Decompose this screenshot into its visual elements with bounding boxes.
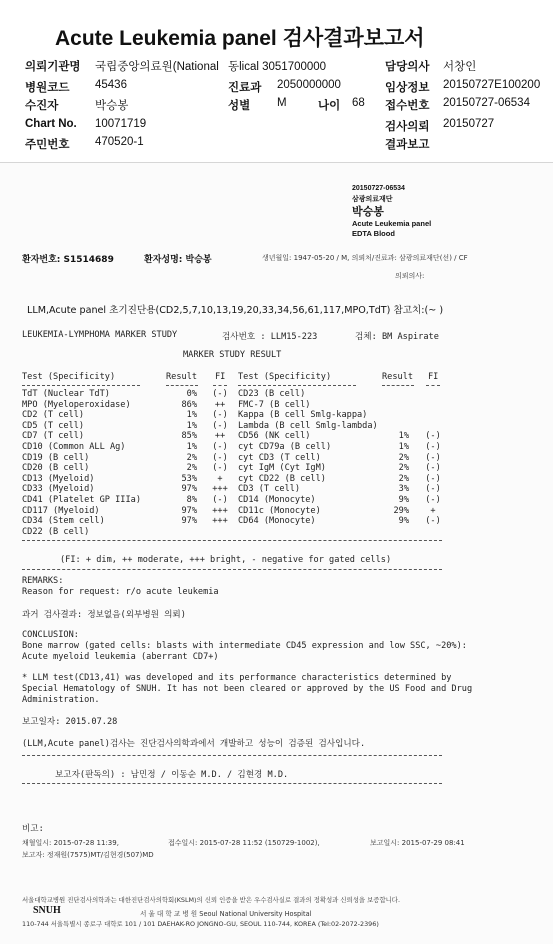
marker-result: 9% [398, 516, 409, 527]
marker-result: 2% [186, 463, 197, 474]
llm-note-1: * LLM test(CD13,41) was developed and its performance characteristics determined by [22, 673, 452, 683]
marker-result-title: MARKER STUDY RESULT [183, 350, 282, 360]
reported-time: 보고일시: 2015-07-29 08:41 [370, 839, 465, 847]
study-specimen: 검체: BM Aspirate [355, 332, 439, 342]
request-org-tail: 동lical 3051700000 [228, 61, 327, 73]
marker-result: 0% [186, 389, 197, 399]
marker-result: 97% [181, 484, 197, 495]
marker-test: cyt CD22 (B cell) [238, 473, 326, 484]
report-label: 결과보고 [385, 139, 430, 151]
marker-test: CD10 (Common ALL Ag) [22, 442, 126, 452]
marker-result: 3% [398, 484, 409, 495]
snuh-logo: SNUH [33, 905, 61, 916]
llm-note-2: Special Hematology of SNUH. It has not been cleared or approved by the US Food and Drug [22, 684, 473, 694]
marker-test: CD64 (Monocyte) [238, 516, 316, 527]
age-label: 나이 [318, 100, 341, 112]
marker-test: CD14 (Monocyte) [238, 495, 316, 505]
marker-fi: (-) [425, 484, 441, 495]
fi-legend: (FI: + dim, ++ moderate, +++ bright, - negative for gated cells) [60, 555, 392, 565]
doctor-label: 담당의사 [385, 61, 430, 73]
marker-result: 2% [186, 452, 197, 463]
dev-note: (LLM,Acute panel)검사는 진단검사의학과에서 개발하고 성능이 검증된 검사입니다. [22, 739, 366, 749]
collected-time: 채혈일시: 2015-07-28 11:39, [22, 839, 119, 847]
age-value: 68 [352, 97, 365, 109]
col-underline [22, 385, 140, 386]
marker-fi: (-) [425, 452, 441, 463]
marker-result: 8% [186, 495, 197, 505]
stamp-specimen: EDTA Blood [352, 229, 395, 238]
reporters-bottom-rule [22, 783, 442, 784]
marker-result: 1% [186, 442, 197, 452]
scanned-report [0, 163, 553, 944]
hospital-name: 서 울 대 학 교 병 원 Seoul National University Hospital [140, 910, 312, 918]
marker-fi: (-) [212, 442, 228, 452]
reporters: 보고자(판독의) : 남민정 / 이동순 M.D. / 김현경 M.D. [55, 770, 289, 780]
marker-result: 85% [181, 431, 197, 442]
col-test-left: Test (Specificity) [22, 372, 116, 382]
marker-test: CD33 (Myeloid) [22, 484, 95, 495]
marker-result: 2% [398, 473, 409, 484]
col-result-right: Result [382, 372, 414, 382]
col-underline [238, 385, 356, 386]
marker-fi: (-) [212, 389, 228, 399]
report-title: Acute Leukemia panel 검사결과보고서 [55, 27, 425, 50]
study-number: 검사번호 : LLM15-223 [222, 332, 318, 342]
conclusion-line-1: Bone marrow (gated cells: blasts with intermediate CD45 expression and low SSC, ~20%): [22, 641, 467, 651]
dept-label: 진료과 [228, 82, 262, 94]
marker-fi: +++ [212, 516, 228, 527]
chart-label: Chart No. [25, 118, 77, 130]
marker-test: CD22 (B cell) [22, 526, 90, 537]
marker-fi: (-) [212, 463, 228, 474]
marker-test: CD19 (B cell) [22, 452, 90, 463]
hospital-address: 110-744 서울특별시 종로구 대학로 101 / 101 DAEHAK-RO JONGNO-GU, SEOUL 110-744, KOREA (Tel:02-2072-2396) [22, 920, 379, 928]
marker-test: Lambda (B cell Smlg-lambda) [238, 420, 378, 431]
conclusion-label: CONCLUSION: [22, 630, 79, 640]
marker-fi: ++ [214, 399, 226, 410]
marker-fi: (-) [425, 463, 441, 474]
marker-test: CD34 (Stem cell) [22, 516, 105, 527]
marker-result: 97% [181, 516, 197, 527]
marker-fi: +++ [212, 505, 228, 516]
conclusion-line-2: Acute myeloid leukemia (aberrant CD7+) [22, 652, 219, 662]
dept-value: 2050000000 [277, 79, 341, 91]
panel-title: LLM,Acute panel 초기진단용(CD2,5,7,10,13,19,20,33,34,56,61,117,MPO,TdT) 참고치:(~ ) [27, 305, 444, 316]
marker-result: 2% [398, 452, 409, 463]
rrn-value: 470520-1 [95, 136, 144, 148]
patient-name: 환자성명: 박승봉 [144, 255, 212, 265]
marker-test: CD3 (T cell) [238, 484, 301, 495]
remarks-label: REMARKS: [22, 576, 64, 586]
marker-result: 2% [398, 463, 409, 474]
marker-fi: (-) [212, 452, 228, 463]
certification-text: 서울대학교병원 진단검사의학과는 대한진단검사의학회(KSLM)의 신뢰 인증을 받은 우수검사실로 결과의 정확성과 신뢰성을 보증합니다. [22, 896, 401, 904]
sex-value: M [277, 97, 287, 109]
reporter-row: 보고자: 정재원(7575)MT/김현경(507)MD [22, 851, 154, 859]
study-name: LEUKEMIA-LYMPHOMA MARKER STUDY [22, 330, 178, 340]
doctor-value: 서창인 [443, 61, 477, 73]
patient-info: 생년월일: 1947-05-20 / M, 의뢰처/진료과: 삼광의료재단(선) / CF [262, 254, 468, 262]
rrn-label: 주민번호 [25, 139, 70, 151]
marker-result: 86% [181, 399, 197, 410]
received-time: 접수일시: 2015-07-28 11:52 (150729-1002), [168, 839, 320, 847]
marker-fi: (-) [425, 442, 441, 452]
patient-id: 환자번호: S1514689 [22, 255, 114, 265]
marker-test: CD41 (Platelet GP IIIa) [22, 495, 141, 505]
marker-test: cyt CD79a (B cell) [238, 442, 332, 452]
marker-test: CD13 (Myeloid) [22, 473, 95, 484]
marker-test: CD117 (Myeloid) [22, 505, 100, 516]
marker-result: 53% [181, 473, 197, 484]
collector-label: 수진자 [25, 100, 59, 112]
marker-fi: + [217, 473, 223, 484]
marker-fi: ++ [214, 431, 226, 442]
request-date-label: 검사의뢰 [385, 121, 430, 133]
stamp-org: 삼광의료재단 [352, 196, 393, 203]
marker-result: 1% [398, 431, 409, 442]
note-label: 비고: [22, 824, 44, 834]
marker-test: cyt CD3 (T cell) [238, 452, 321, 463]
marker-test: CD20 (B cell) [22, 463, 90, 474]
request-org-label: 의뢰기관명 [25, 61, 81, 73]
collector-value: 박승봉 [95, 100, 129, 112]
requesting-doctor: 의뢰의사: [395, 272, 425, 280]
chart-value: 10071719 [95, 118, 147, 130]
request-org-value: 국립중앙의료원(National [95, 61, 219, 73]
marker-result: 1% [398, 442, 409, 452]
table-bottom-rule [22, 540, 442, 541]
receipt-value: 20150727-06534 [443, 97, 530, 109]
marker-test: CD7 (T cell) [22, 431, 85, 442]
marker-test: CD56 (NK cell) [238, 431, 311, 442]
marker-result: 1% [186, 420, 197, 431]
marker-test: cyt IgM (Cyt IgM) [238, 463, 326, 474]
marker-fi: (-) [212, 495, 228, 505]
past-results: 과거 검사결과: 정보없음(외부병원 의뢰) [22, 610, 186, 620]
marker-result: 1% [186, 410, 197, 421]
col-underline [426, 385, 440, 386]
marker-fi: + [430, 505, 436, 516]
hospital-code-value: 45436 [95, 79, 127, 91]
marker-fi: (-) [425, 473, 441, 484]
request-date-value: 20150727 [443, 118, 495, 130]
marker-result: 29% [393, 505, 409, 516]
marker-test: CD2 (T cell) [22, 410, 85, 421]
receipt-label: 접수번호 [385, 100, 430, 112]
hospital-code-label: 병원코드 [25, 82, 70, 94]
marker-fi: (-) [212, 410, 228, 421]
legend-rule [22, 569, 442, 570]
col-test-right: Test (Specificity) [238, 372, 332, 382]
marker-fi: +++ [212, 484, 228, 495]
col-underline [382, 385, 414, 386]
marker-test: FMC-7 (B cell) [238, 399, 311, 410]
marker-result: 97% [181, 505, 197, 516]
sex-label: 성별 [228, 100, 251, 112]
marker-fi: (-) [425, 431, 441, 442]
marker-test: CD11c (Monocyte) [238, 505, 321, 516]
col-underline [166, 385, 198, 386]
stamp-name: 박승봉 [352, 206, 384, 218]
marker-test: TdT (Nuclear TdT) [22, 389, 110, 399]
col-underline [213, 385, 227, 386]
col-fi-left: FI [215, 372, 226, 382]
clinical-value: 20150727E100200 [443, 79, 541, 91]
marker-test: CD5 (T cell) [22, 420, 85, 431]
report-date: 보고일자: 2015.07.28 [22, 717, 118, 727]
marker-test: MPO (Myeloperoxidase) [22, 399, 131, 410]
col-result-left: Result [166, 372, 198, 382]
marker-fi: (-) [212, 420, 228, 431]
report-header [0, 0, 553, 162]
remarks-text: Reason for request: r/o acute leukemia [22, 587, 219, 597]
marker-fi: (-) [425, 516, 441, 527]
stamp-barcode: 20150727-06534 [352, 185, 405, 192]
stamp-test: Acute Leukemia panel [352, 219, 432, 228]
clinical-label: 임상정보 [385, 82, 430, 94]
llm-note-3: Administration. [22, 695, 100, 705]
marker-test: Kappa (B cell Smlg-kappa) [238, 410, 368, 421]
col-fi-right: FI [428, 372, 439, 382]
marker-fi: (-) [425, 495, 441, 505]
reporters-top-rule [22, 755, 442, 756]
marker-result: 9% [398, 495, 409, 505]
marker-test: CD23 (B cell) [238, 389, 306, 399]
